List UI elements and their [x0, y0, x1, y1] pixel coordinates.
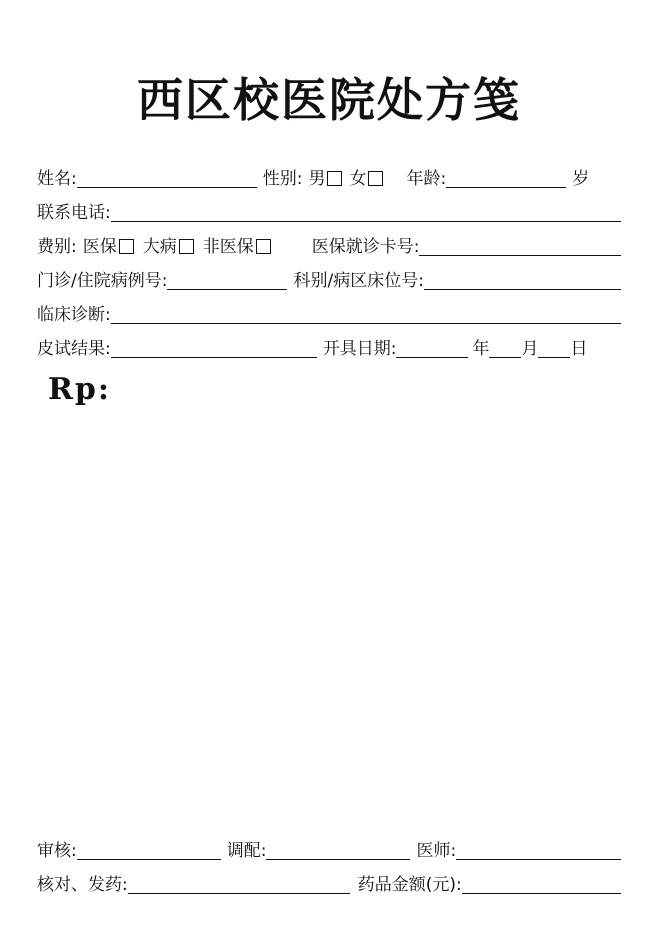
row-skin-test-date — [37, 334, 621, 360]
female-label: 女 — [349, 169, 367, 189]
footer-row-signatures — [37, 836, 621, 862]
row-case-number — [37, 266, 621, 292]
age-label: 年龄: — [406, 169, 447, 189]
age-unit: 岁 — [572, 169, 590, 189]
review-label: 审核: — [37, 841, 77, 861]
male-label: 男 — [308, 169, 326, 189]
check-issue-label: 核对、发药: — [37, 875, 128, 895]
row-fee-type — [37, 232, 621, 258]
female-checkbox[interactable] — [368, 171, 383, 186]
amount-field[interactable] — [462, 873, 621, 894]
year-label: 年 — [472, 339, 490, 359]
diagnosis-field[interactable] — [111, 303, 621, 324]
gender-label: 性别: — [262, 169, 303, 189]
amount-label: 药品金额(元): — [357, 875, 462, 895]
fee-non-medical-checkbox[interactable] — [256, 239, 271, 254]
department-bed-field[interactable] — [424, 269, 621, 290]
row-diagnosis — [37, 300, 621, 326]
doctor-field[interactable] — [456, 839, 621, 860]
fee-medical-checkbox[interactable] — [119, 239, 134, 254]
skin-test-label: 皮试结果: — [37, 339, 111, 359]
phone-label: 联系电话: — [37, 203, 111, 223]
fee-medical-label: 医保 — [82, 237, 117, 257]
review-field[interactable] — [77, 839, 221, 860]
row-name-gender-age — [37, 164, 621, 190]
rp-heading: Rp: — [48, 372, 111, 407]
form-title: 西区校医院处方笺 — [137, 73, 521, 127]
case-number-field[interactable] — [167, 269, 287, 290]
row-phone — [37, 198, 621, 224]
case-number-label: 门诊/住院病例号: — [37, 271, 168, 291]
month-field[interactable] — [489, 337, 521, 358]
fee-type-label: 费别: — [37, 237, 77, 257]
phone-field[interactable] — [111, 201, 621, 222]
month-label: 月 — [521, 339, 539, 359]
day-label: 日 — [570, 339, 588, 359]
footer-row-amount — [37, 870, 621, 896]
day-field[interactable] — [538, 337, 570, 358]
skin-test-field[interactable] — [111, 337, 317, 358]
age-field[interactable] — [446, 167, 566, 188]
name-field[interactable] — [77, 167, 257, 188]
male-checkbox[interactable] — [327, 171, 342, 186]
name-label: 姓名: — [37, 169, 77, 189]
dispense-label: 调配: — [226, 841, 267, 861]
fee-serious-label: 大病 — [142, 237, 177, 257]
medical-card-field[interactable] — [419, 235, 621, 256]
year-field[interactable] — [396, 337, 468, 358]
medical-card-label: 医保就诊卡号: — [311, 237, 420, 257]
fee-serious-checkbox[interactable] — [179, 239, 194, 254]
check-issue-field[interactable] — [128, 873, 350, 894]
diagnosis-label: 临床诊断: — [37, 305, 111, 325]
department-bed-label: 科别/病区床位号: — [293, 271, 424, 291]
fee-non-medical-label: 非医保 — [202, 237, 254, 257]
doctor-label: 医师: — [416, 841, 457, 861]
issue-date-label: 开具日期: — [322, 339, 397, 359]
dispense-field[interactable] — [266, 839, 410, 860]
